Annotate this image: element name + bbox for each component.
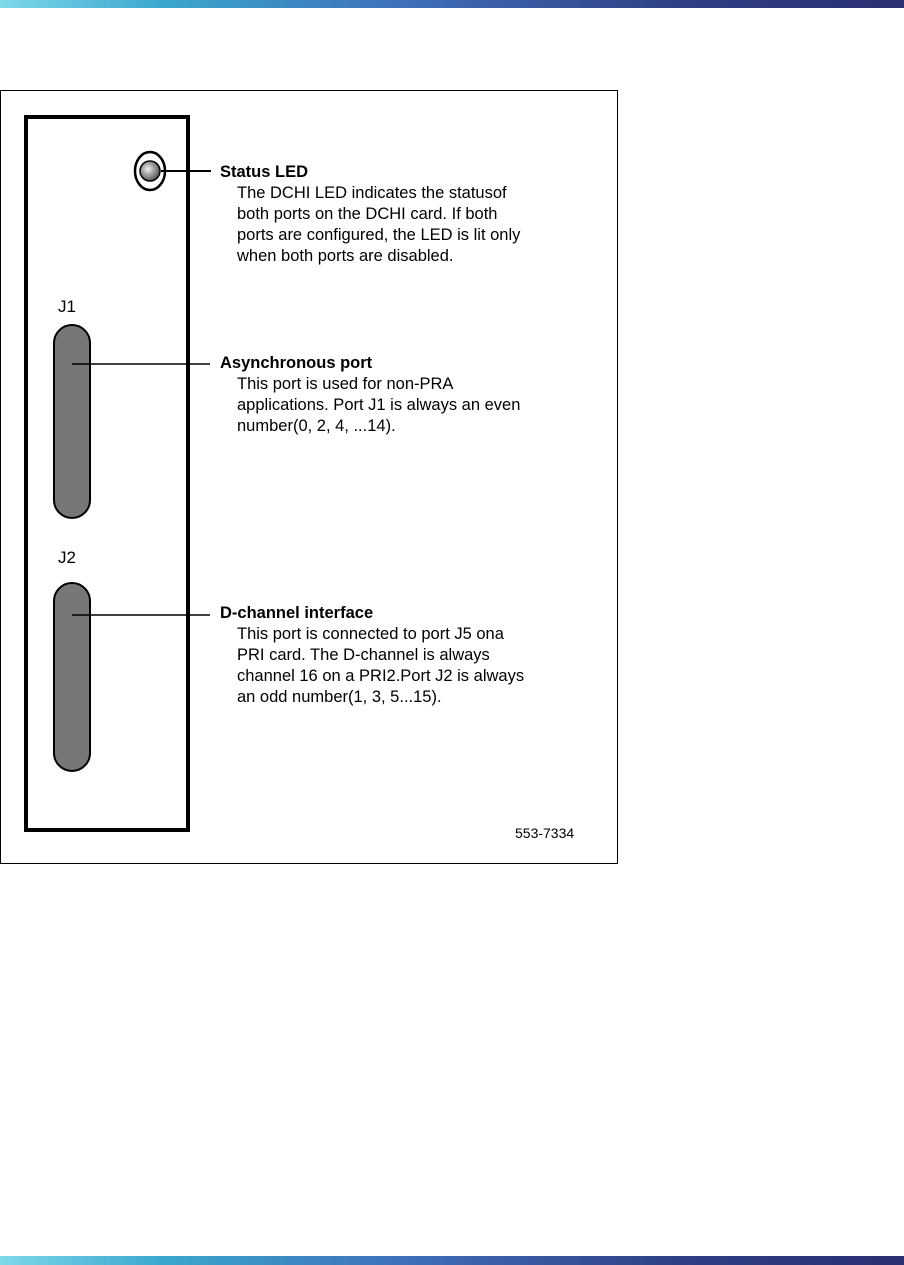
header-bar [0, 0, 904, 8]
callout-body: This port is connected to port J5 ona PRI card. The D-channel is always channel 16 on a PRI2.Port J2 is always an odd number(1, 3, 5...15). [237, 625, 525, 706]
callout-body: This port is used for non-PRA applications. Port J1 is always an even number(0, 2, 4, ...14). [237, 375, 521, 435]
figure-number: 553-7334 [515, 825, 575, 841]
port-j2-label: J2 [58, 548, 76, 567]
port-j1-label: J1 [58, 297, 76, 316]
port-j1 [54, 325, 90, 518]
port-j2 [54, 583, 90, 771]
callout-heading: D-channel interface [220, 604, 374, 622]
callout-d-channel-interface [220, 603, 524, 708]
footer-bar [0, 1256, 904, 1265]
callout-heading: Status LED [220, 163, 309, 181]
status-led-icon [135, 152, 165, 190]
callout-body: The DCHI LED indicates the statusof both ports on the DCHI card. If both ports are configured, the LED is lit only when both ports are disabled. [237, 184, 521, 265]
callout-asynchronous-port [220, 353, 520, 437]
card-faceplate [26, 117, 188, 830]
callout-status-led [220, 162, 520, 267]
figure-frame [0, 90, 618, 864]
callout-heading: Asynchronous port [220, 354, 373, 372]
